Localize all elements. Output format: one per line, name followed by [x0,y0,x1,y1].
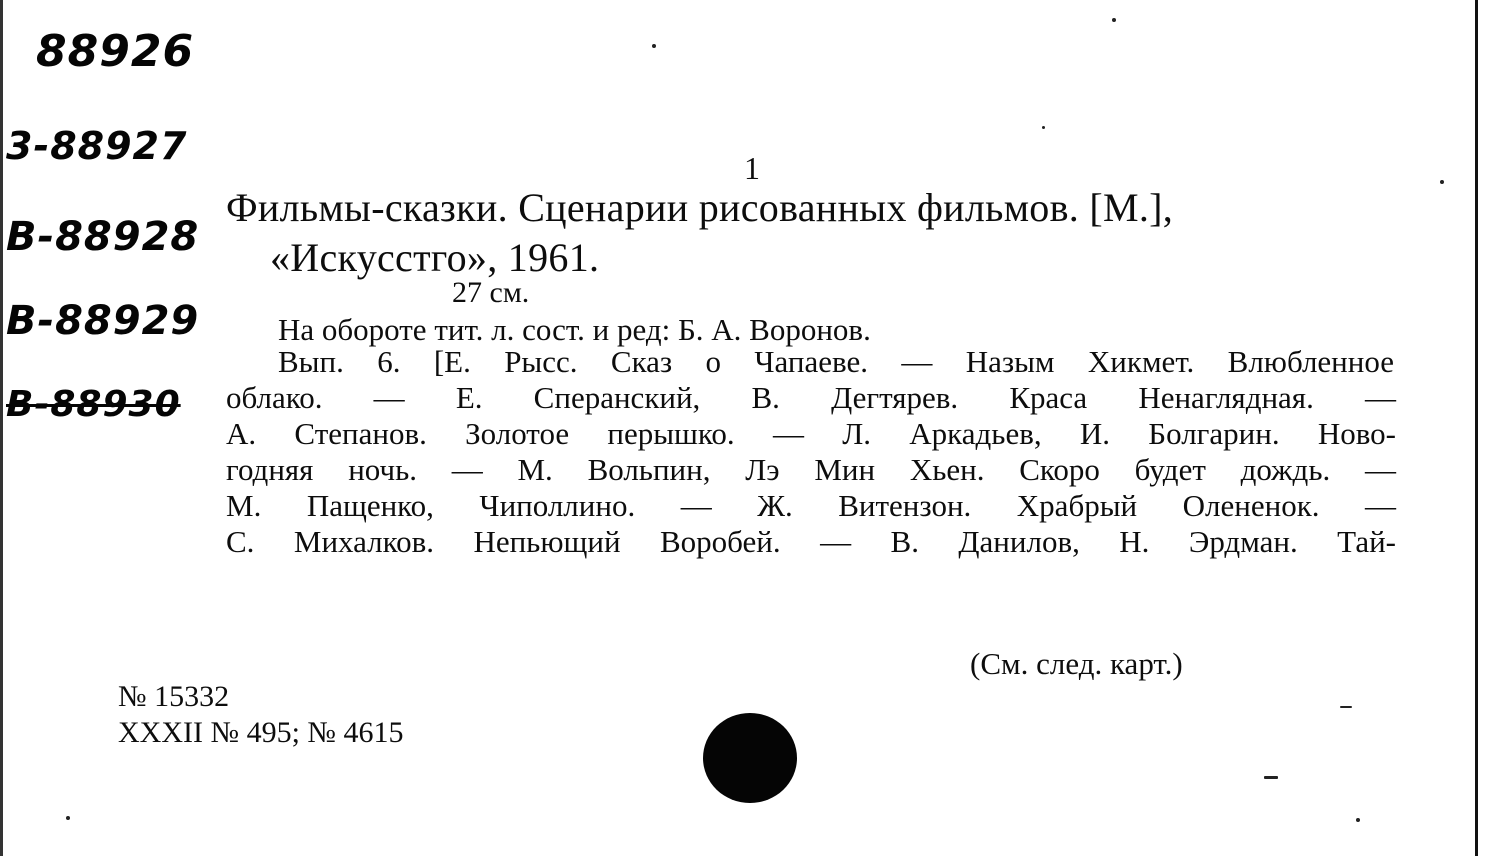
scan-speck [652,44,656,48]
contents-line: А. Степанов. Золотое перышко. — Л. Аркадьев, И. Болгарин. Ново- [226,416,1396,451]
card-number: 1 [744,150,760,186]
scan-speck [1264,776,1278,779]
catalog-number: № 15332 [118,680,230,713]
contents-line: С. Михалков. Непьющий Воробей. — В. Данилов, Н. Эрдман. Тай- [226,524,1396,559]
card-left-edge [0,0,3,856]
continued-note: (См. след. карт.) [970,646,1183,681]
scan-speck [1340,706,1352,708]
title-line: Фильмы-сказки. Сценарии рисованных фильмов. [М.], [226,185,1174,230]
scan-speck [1356,818,1360,822]
inventory-number: B-88928 [6,214,200,260]
scan-speck [1112,18,1116,22]
contents-line: годняя ночь. — М. Вольпин, Лэ Мин Хьен. Скоро будет дождь. — [226,452,1396,487]
contents-line: Вып. 6. [Е. Рысс. Сказ о Чапаеве. — Назым Хикмет. Влюбленное [278,344,1394,379]
catalog-reference: XXXII № 495; № 4615 [118,716,404,749]
inventory-number-struck: B-88930 [6,384,181,425]
editor-note: На обороте тит. л. сост. и ред: Б. А. Воронов. [278,312,871,347]
inventory-number: B-88929 [6,298,200,344]
contents-line: М. Пащенко, Чиполлино. — Ж. Витензон. Храбрый Олененок. — [226,488,1396,523]
punch-hole [703,713,797,803]
title-line: «Искусстго», 1961. [270,235,600,280]
inventory-number: 88926 [36,26,195,77]
scan-speck [1042,126,1045,129]
physical-size: 27 см. [452,276,530,309]
scan-speck [66,816,70,820]
contents-line: облако. — Е. Сперанский, В. Дегтярев. Краса Ненаглядная. — [226,380,1396,415]
inventory-number: 3-88927 [6,124,188,168]
scan-speck [1440,180,1444,184]
card-right-edge [1475,0,1478,856]
